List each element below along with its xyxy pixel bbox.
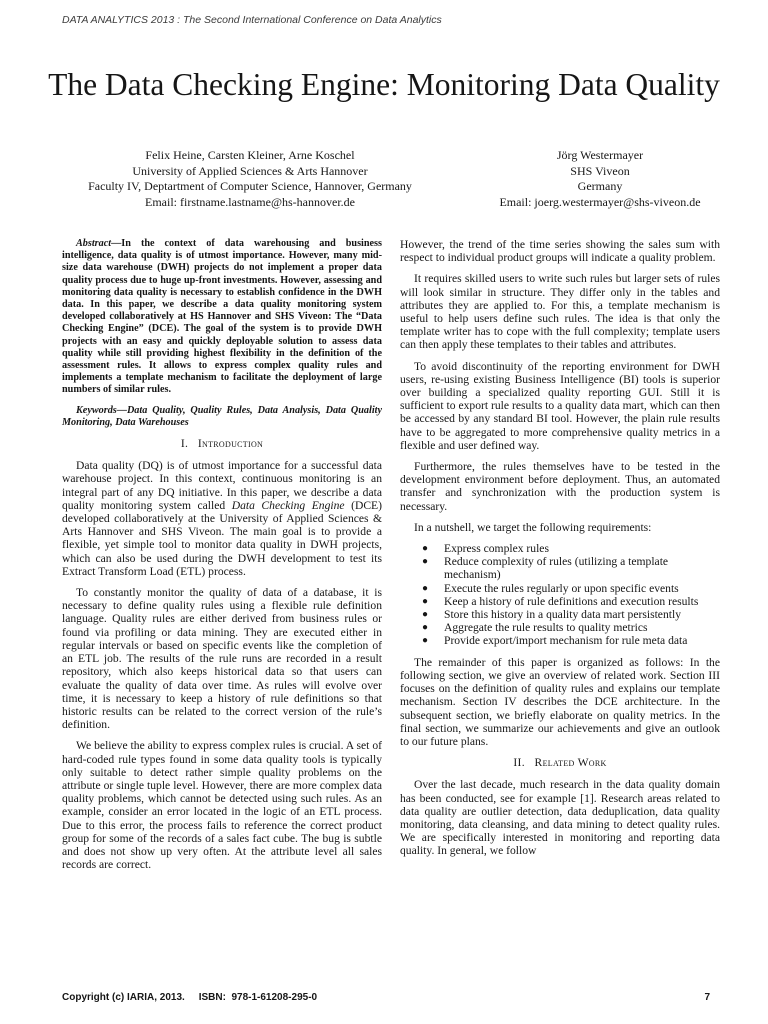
list-item <box>400 555 720 581</box>
section-title: Introduction <box>197 437 264 451</box>
abstract <box>62 238 382 397</box>
right-paragraph-6: The remainder of this paper is organized as follows: In the following section, we give an overview of related work. Section III focuses on the definition of quality rules and explains our template mechanism. Section IV describes the DCE architecture. In the subsequent section, we briefly elaborate on quality metrics. In the final section, we summarize our achievements and give an outlook to our future plans. <box>400 655 720 748</box>
list-item <box>400 621 720 634</box>
requirement-text: Execute the rules regularly or upon specific events <box>444 581 679 595</box>
author-email: Email: firstname.lastname@hs-hannover.de <box>145 194 355 209</box>
requirement-text: Aggregate the rule results to quality metrics <box>444 621 648 635</box>
right-paragraph-5: In a nutshell, we target the following requirements: <box>414 520 652 534</box>
requirement-text: Store this history in a quality data mart persistently <box>444 608 681 622</box>
requirement-text: Provide export/import mechanism for rule meta data <box>444 634 688 648</box>
bullet-icon: ● <box>422 622 429 634</box>
intro-p1-part-a: Data quality (DQ) is of utmost importance for a successful data warehouse project. In this context, continuous monitoring is an integral part of any DQ initiative. In this paper, we describe a data quality monitoring system called <box>62 459 382 512</box>
list-item <box>400 595 720 608</box>
author-email: Email: joerg.westermayer@shs-viveon.de <box>499 194 701 209</box>
intro-paragraph-2: To constantly monitor the quality of data of a database, it is necessary to define quality rules using a flexible rule definition language. Quality rules are either derived from business rules or found via profiling or data mining. They are executed either in regular intervals or based on specific events like the completion of an ETL job. The results of the rule runs are recorded in a result repository, which also keeps historical data so that users can evaluate the quality of data over time. As rules will evolve over time, it is necessary to keep a history of rule definitions so that historic results can be related to the correct version of the rule’s definition. <box>62 586 382 732</box>
right-paragraph-2: It requires skilled users to write such rules but larger sets of rules will look similar in structure. They differ only in the tables and attributes they are applied to. For this, a template mechanism is useful to help users define such rules. The idea is that only the template writer has to cope with the full complexity; template users can then apply these templates to their tables and attributes. <box>400 272 720 352</box>
right-column <box>400 238 720 866</box>
requirements-list <box>400 542 720 648</box>
footer-copyright: Copyright (c) IARIA, 2013. ISBN: 978-1-61208-295-0 <box>62 992 318 1003</box>
intro-paragraph-1 <box>62 459 382 578</box>
author-block-right <box>450 148 750 210</box>
list-item <box>400 634 720 647</box>
author-country: Germany <box>577 179 623 193</box>
left-column <box>62 238 382 879</box>
right-paragraph-3: To avoid discontinuity of the reporting environment for DWH users, re-using existing Business Intelligence (BI) tools is superior over building a specialized quality reporting GUI. Still it is sufficient to export rule results to a quality data mart, which can then be accessed by any standard BI tool. However, the plain rule results have to be aggregated to more comprehensive quality metrics in a flexible and user defined way. <box>400 359 720 452</box>
intro-p1-part-b: (DCE) developed collaboratively at the University of Applied Sciences & Arts Hannover and SHS Viveon. The main goal is to provide a flexible, yet simple tool to monitor data quality in DWH projects, which can also be used during the DWH development to test its Extract Transform Load (ETL) process. <box>62 498 382 578</box>
author-affiliation: University of Applied Sciences & Arts Hannover <box>132 163 368 178</box>
right-paragraph-4: Furthermore, the rules themselves have to be tested in the development environment before deployment. Thus, an automated transfer and synchronization with the production system is necessary. <box>400 460 720 513</box>
bullet-icon: ● <box>422 556 429 568</box>
author-affiliation: SHS Viveon <box>570 163 630 178</box>
list-item <box>400 608 720 621</box>
author-block-left <box>60 148 440 210</box>
section-number: I. <box>180 437 189 451</box>
bullet-icon: ● <box>422 635 429 647</box>
running-head: DATA ANALYTICS 2013 : The Second International Conference on Data Analytics <box>62 14 442 26</box>
list-item <box>400 582 720 595</box>
paper-title: The Data Checking Engine: Monitoring Data Quality <box>48 67 720 102</box>
abstract-text: —In the context of data warehousing and business intelligence, data quality is of utmost importance. However, many mid-size data warehouse (DWH) projects do not implement a proper data quality process due to huge up-front investments. However, assessing and monitoring data quality is necessary to establish confidence in the DWH data. In this paper, we describe a data quality monitoring system developed collaboratively at HS Hannover and SHS Viveon: The “Data Checking Engine” (DCE). The goal of the system is to provide DWH projects with an easy and quickly deployable solution to assess data quality while still providing highest flexibility in the definition of the assessment rules. It allows to express complex quality rules and implements a template mechanism to facilitate the deployment of large numbers of similar rules. <box>62 238 382 396</box>
requirement-text: Keep a history of rule definitions and execution results <box>444 594 699 608</box>
bullet-icon: ● <box>422 609 429 621</box>
requirement-text: Reduce complexity of rules (utilizing a template mechanism) <box>444 555 669 582</box>
section-heading-introduction <box>62 437 382 450</box>
abstract-lead: Abstract <box>76 238 112 249</box>
bullet-icon: ● <box>422 543 429 555</box>
intro-paragraph-3: We believe the ability to express complex rules is crucial. A set of hard-coded rule types found in some data quality tools is typically only suitable to detect rather simple quality problems on the attribute or single tuple level. However, there are more complex data quality problems, which cannot be detected using such rules. As an example, consider an error located in the logic of an ETL process. Due to this error, the process fails to reference the correct product group for some of the records of a sales fact cube. The bug is subtle and does not show up very often. At the attribute level all sales records are correct. <box>62 739 382 872</box>
author-names: Jörg Westermayer <box>556 148 644 162</box>
related-work-paragraph-1: Over the last decade, much research in the data quality domain has been conducted, see for example [1]. Research areas related to data quality are outlier detection, data deduplication, data quality monitoring, data cleansing, and data mining to detect quality rules. We are specifically interested in monitoring and reporting data quality. In general, we follow <box>400 778 720 858</box>
requirement-text: Express complex rules <box>444 542 549 556</box>
author-names: Felix Heine, Carsten Kleiner, Arne Koschel <box>145 148 355 162</box>
section-number: II. <box>513 756 525 770</box>
bullet-icon: ● <box>422 595 429 607</box>
footer-page-number: 7 <box>704 992 710 1003</box>
bullet-icon: ● <box>422 582 429 594</box>
section-title: Related Work <box>534 756 607 770</box>
section-heading-related-work <box>400 756 720 769</box>
right-paragraph-1: However, the trend of the time series showing the sales sum with respect to individual product groups will indicate a quality problem. <box>400 238 720 265</box>
author-department: Faculty IV, Deptartment of Computer Science, Hannover, Germany <box>88 179 412 193</box>
intro-p1-emphasis: Data Checking Engine <box>231 498 345 512</box>
list-item <box>400 542 720 555</box>
keywords: Keywords—Data Quality, Quality Rules, Data Analysis, Data Quality Monitoring, Data Warehouses <box>62 404 382 428</box>
